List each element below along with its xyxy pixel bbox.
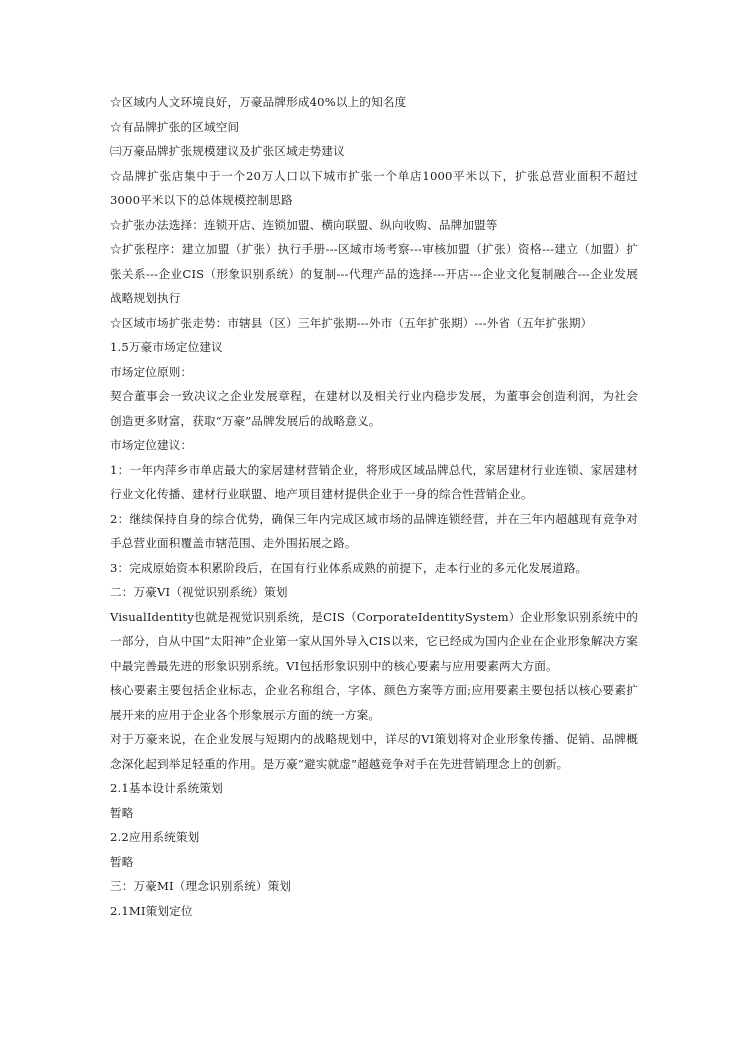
text-line: ☆区域内人文环境良好，万豪品牌形成40%以上的知名度	[110, 95, 407, 109]
text-line: 暂略	[110, 805, 134, 820]
section-heading: 2.1MI策划定位	[110, 903, 193, 918]
text-line: ☆区域市场扩张走势：市辖县（区）三年扩张期---外市（五年扩张期）---外省（五年扩张期）	[110, 315, 593, 330]
text-line: 市场定位建议：	[110, 438, 193, 452]
text-line: 3：完成原始资本积累阶段后，在国有行业体系成熟的前提下，走本行业的多元化发展道路。	[110, 560, 588, 575]
section-heading: 二：万豪VI（视觉识别系统）策划	[110, 585, 288, 599]
text-line: 暂略	[110, 854, 134, 869]
text-line: 契合董事会一致决议之企业发展章程，在建材以及相关行业内稳步发展，为董事会创造利润，为社会创造更多财富，获取“万豪”品牌发展后的战略意义。	[110, 389, 638, 428]
text-line: ㈢万豪品牌扩张规模建议及扩张区域走势建议	[110, 144, 345, 158]
text-line: 2：继续保持自身的综合优势，确保三年内完成区域市场的品牌连锁经营，并在三年内超越现有竞争对手总营业面积覆盖市辖范围、走外围拓展之路。	[110, 511, 638, 550]
text-line: 市场定位原则：	[110, 364, 193, 379]
section-heading: 2.1基本设计系统策划	[110, 781, 223, 795]
document-body	[110, 90, 638, 923]
section-heading: 1.5万豪市场定位建议	[110, 340, 223, 354]
section-heading: 三：万豪MI（理念识别系统）策划	[110, 879, 292, 893]
text-line: 1：一年内萍乡市单店最大的家居建材营销企业，将形成区域品牌总代，家居建材行业连锁、家居建材行业文化传播、建材行业联盟、地产项目建材提供企业于一身的综合性营销企业。	[110, 462, 638, 501]
text-line: ☆扩张办法选择：连锁开店、连锁加盟、横向联盟、纵向收购、品牌加盟等	[110, 217, 498, 232]
section-heading: 2.2应用系统策划	[110, 830, 200, 844]
text-line: 核心要素主要包括企业标志，企业名称组合，字体、颜色方案等方面;应用要素主要包括以核心要素扩展开来的应用于企业各个形象展示方面的统一方案。	[110, 683, 638, 722]
text-line: ☆扩张程序：建立加盟（扩张）执行手册---区域市场考察---审核加盟（扩张）资格---建立（加盟）扩张关系---企业CIS（形象识别系统）的复制---代理产品的选择---开店---企业文化复制融合---企业发展战略规划执行	[110, 242, 638, 305]
text-line: ☆有品牌扩张的区域空间	[110, 119, 240, 134]
text-line: ☆品牌扩张店集中于一个20万人口以下城市扩张一个单店1000平米以下，扩张总营业面积不超过3000平米以下的总体规模控制思路	[110, 168, 638, 207]
text-line: 对于万豪来说，在企业发展与短期内的战略规划中，详尽的VI策划将对企业形象传播、促销、品牌概念深化起到举足轻重的作用。是万豪“避实就虚”超越竞争对手在先进营销理念上的创新。	[110, 732, 638, 771]
text-line: VisualIdentity也就是视觉识别系统，是CIS（CorporateIdentitySystem）企业形象识别系统中的一部分，自从中国“太阳神”企业第一家从国外导入CIS以来，它已经成为国内企业在企业形象解决方案中最完善最先进的形象识别系统。VI包括形象识别中的核心要素与应用要素两大方面。	[110, 609, 638, 673]
